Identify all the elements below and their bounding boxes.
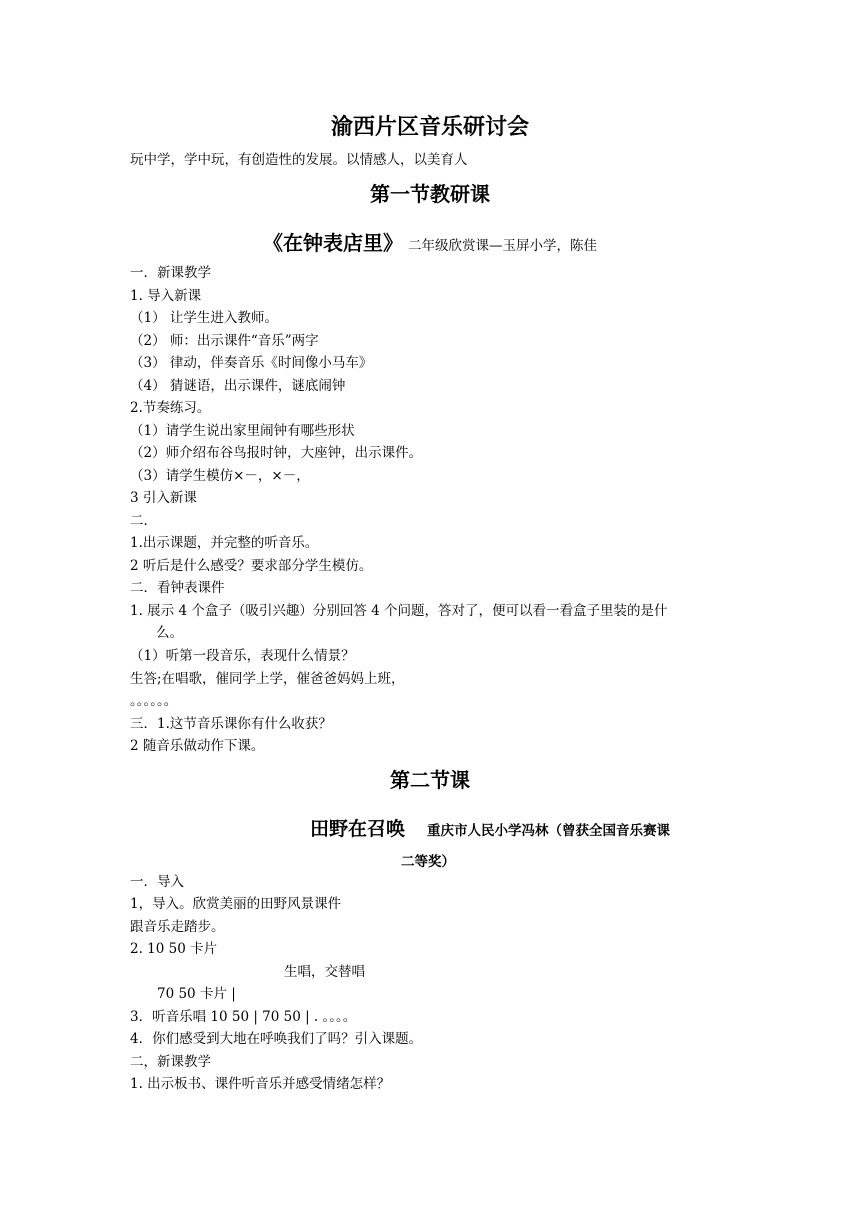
text-line: 一．新课教学 — [130, 265, 211, 281]
text-line: 么。 — [156, 625, 183, 641]
text-line: 2 随音乐做动作下课。 — [130, 738, 265, 754]
lesson-info-continued: 二等奖） — [401, 854, 455, 870]
text-line: 4．你们感受到大地在呼唤我们了吗？引入课题。 — [130, 1031, 423, 1047]
text-line: 3．听音乐唱 10 50 | 70 50 | . 。。。。 — [130, 1009, 357, 1025]
text-line: （1）听第一段音乐，表现什么情景？ — [130, 648, 355, 664]
text-line: 1，导入。欣赏美丽的田野风景课件 — [130, 896, 342, 912]
text-line: （1） 让学生进入教师。 — [130, 310, 278, 326]
text-line: 1. 出示板书、课件听音乐并感受情绪怎样？ — [130, 1076, 391, 1092]
lesson-info: 重庆市人民小学冯林（曾获全国音乐赛课 — [427, 823, 671, 839]
text-line: 2.节奏练习。 — [130, 400, 211, 416]
text-line: 二．看钟表课件 — [130, 580, 225, 596]
text-line: （2）师介绍布谷鸟报时钟，大座钟，出示课件。 — [130, 445, 423, 461]
text-line: 跟音乐走踏步。 — [130, 919, 225, 935]
text-line: 1. 导入新课 — [130, 288, 202, 304]
section1-heading: 第一节教研课 — [370, 182, 490, 206]
text-line: 生唱，交替唱 — [284, 964, 365, 980]
text-line: （4） 猜谜语，出示课件，谜底闹钟 — [130, 378, 346, 394]
document-title: 渝西片区音乐研讨会 — [330, 114, 529, 140]
text-line: 2 听后是什么感受？要求部分学生模仿。 — [130, 558, 373, 574]
text-line: 三．1.这节音乐课你有什么收获？ — [130, 716, 332, 732]
text-line: （2） 师：出示课件“音乐”两字 — [130, 333, 319, 349]
text-line: 二． — [130, 513, 157, 529]
text-line: 。。。。。。 — [130, 693, 178, 709]
text-line: 1.出示课题，并完整的听音乐。 — [130, 535, 319, 551]
text-line: 3 引入新课 — [130, 490, 197, 506]
text-line: 70 50 卡片 | — [157, 986, 236, 1002]
text-line: （3）请学生模仿×－，×－， — [130, 468, 310, 484]
section1-lesson-title — [0, 227, 860, 256]
lesson-info: 二年级欣赏课—玉屏小学，陈佳 — [408, 238, 598, 254]
text-line: 1. 展示 4 个盒子（吸引兴趣）分别回答 4 个问题，答对了，便可以看一看盒子里装的是什 — [130, 603, 668, 619]
text-line: 生答;在唱歌，催同学上学，催爸爸妈妈上班， — [130, 671, 405, 687]
numbered-item — [130, 600, 730, 644]
text-line: （3） 律动，伴奏音乐《时间像小马车》 — [130, 355, 373, 371]
text-line: 2. 10 50 卡片 — [130, 941, 218, 957]
text-line: （1）请学生说出家里闹钟有哪些形状 — [130, 423, 355, 439]
motto: 玩中学，学中玩，有创造性的发展。以情感人，以美育人 — [130, 152, 468, 168]
lesson-name: 《在钟表店里》 — [262, 231, 403, 255]
section2-lesson-title — [310, 814, 670, 841]
section2-heading: 第二节课 — [390, 768, 470, 792]
text-line: 二，新课教学 — [130, 1054, 211, 1070]
lesson-name: 田野在召唤 — [310, 818, 406, 840]
text-line: 一．导入 — [130, 874, 184, 890]
